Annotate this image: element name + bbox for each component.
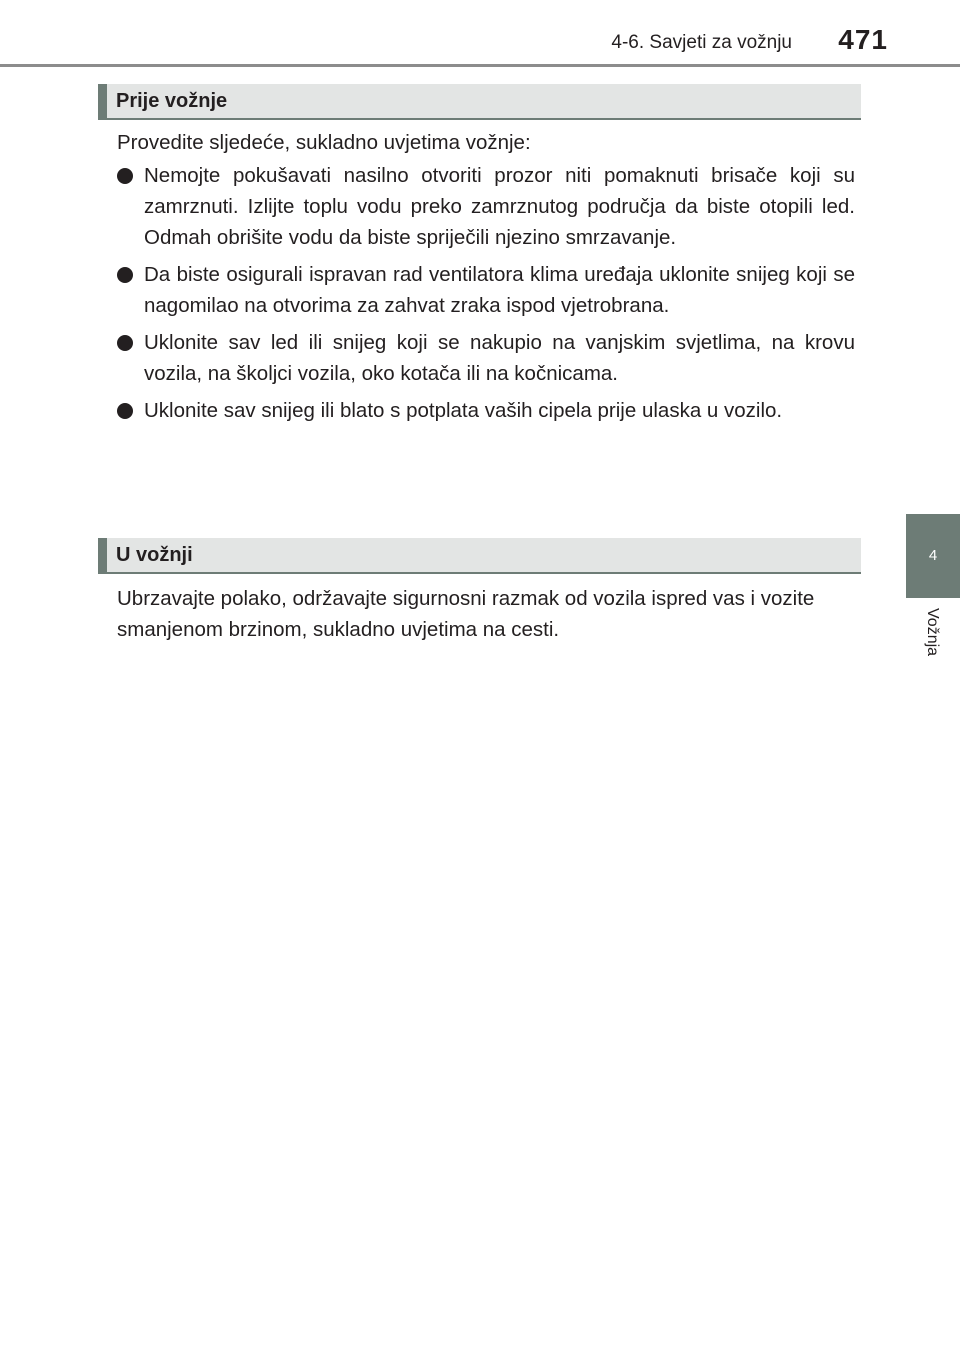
- bullet-icon: [117, 403, 133, 419]
- list-item: [117, 259, 855, 321]
- header-divider: [0, 64, 960, 67]
- bullet-icon: [117, 335, 133, 351]
- list-item-text: Uklonite sav snijeg ili blato s potplata vaših cipela prije ulaska u vozilo.: [144, 399, 783, 422]
- section-heading: 4-6. Savjeti za vožnju: [611, 32, 792, 53]
- list-item-text: Uklonite sav led ili snijeg koji se nakupio na vanjskim svjetlima, na krovu vozila, na školjci vozila, oko kotača ili na kočnicama.: [144, 331, 855, 385]
- section-intro: Provedite sljedeće, sukladno uvjetima vožnje:: [117, 131, 531, 154]
- list-item-text: Nemojte pokušavati nasilno otvoriti prozor niti pomaknuti brisače koji su zamrznuti. Izlijte toplu vodu preko zamrznutog područja da biste otopili led. Odmah obrišite vodu da biste spriječili njezino smrzavanje.: [144, 164, 855, 249]
- page-header: [0, 0, 960, 70]
- bullet-icon: [117, 267, 133, 283]
- bullet-icon: [117, 168, 133, 184]
- section-title: U vožnji: [116, 544, 193, 566]
- chapter-tab: 4: [906, 514, 960, 598]
- section-body: Ubrzavajte polako, održavajte sigurnosni razmak od vozila ispred vas i vozite smanjenom brzinom, sukladno uvjetima na cesti.: [117, 587, 815, 641]
- chapter-label: Vožnja: [924, 608, 941, 657]
- list-item: [117, 327, 855, 389]
- page-number: 471: [838, 24, 888, 55]
- list-item-text: Da biste osigurali ispravan rad ventilatora klima uređaja uklonite snijeg koji se nagomilao na otvorima za zahvat zraka ispod vjetrobrana.: [144, 263, 855, 317]
- section-title: Prije vožnje: [116, 90, 228, 112]
- section-title-bar: [98, 84, 861, 120]
- list-item: [117, 395, 855, 426]
- bullet-list: [117, 160, 855, 432]
- section-title-bar: [98, 538, 861, 574]
- list-item: [117, 160, 855, 253]
